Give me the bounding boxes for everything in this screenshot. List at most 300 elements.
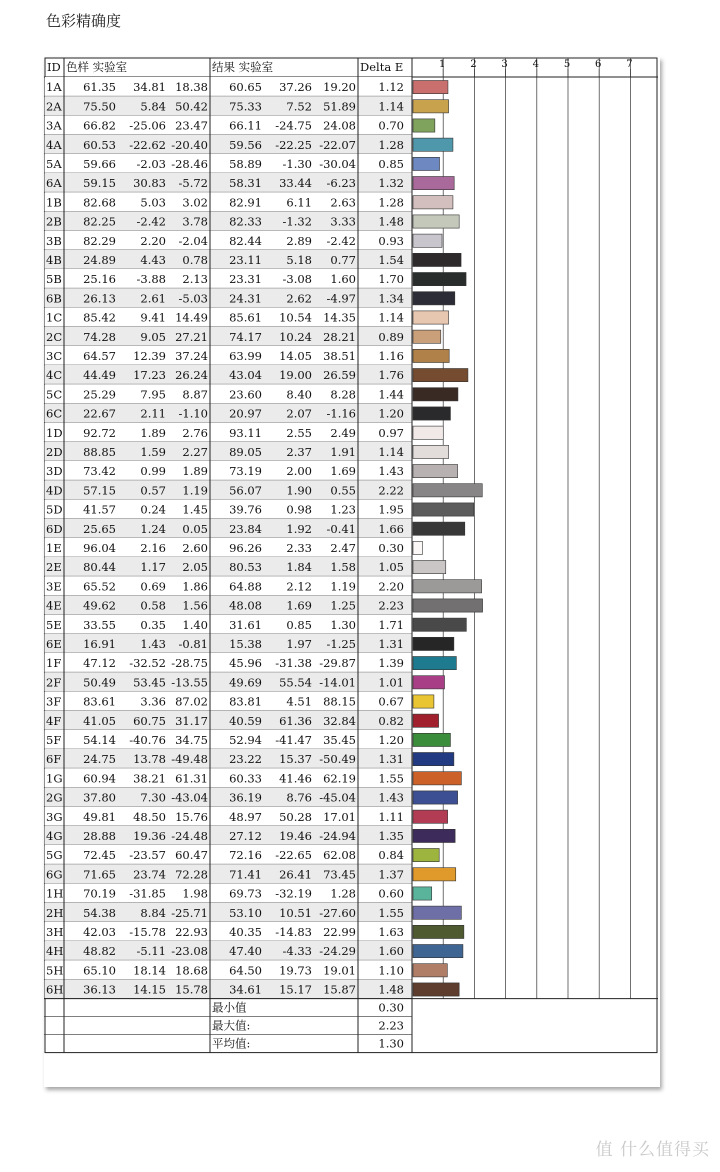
delta-e-value: 1.55	[378, 905, 404, 920]
sample-lab-value: 73.42	[83, 464, 116, 479]
result-lab-value: 23.11	[229, 253, 262, 267]
result-lab-value: 22.99	[323, 925, 356, 939]
sample-lab-value: 33.55	[83, 617, 116, 632]
delta-e-value: 1.55	[378, 771, 404, 786]
result-lab-value: 1.69	[286, 598, 312, 613]
delta-e-value: 1.14	[378, 445, 404, 459]
sample-lab-value: 74.28	[83, 329, 116, 344]
delta-e-value: 1.44	[378, 387, 404, 402]
sample-lab-value: 2.20	[140, 233, 166, 248]
sample-lab-value: 13.78	[133, 752, 166, 767]
result-lab-value: 75.33	[229, 99, 262, 114]
row-id: 2B	[46, 214, 62, 229]
delta-e-bar	[413, 81, 448, 94]
sample-lab-value: 37.24	[175, 349, 208, 363]
sample-lab-value: 64.57	[83, 349, 116, 363]
result-lab-value: 1.25	[330, 598, 356, 613]
sample-lab-value: 19.36	[133, 829, 166, 843]
result-lab-value: 64.88	[229, 579, 262, 594]
sample-lab-value: 82.68	[83, 195, 116, 210]
sample-lab-value: 65.52	[83, 579, 116, 594]
result-lab-value: 1.23	[330, 502, 356, 517]
sample-lab-value: 8.87	[182, 387, 208, 402]
result-lab-value: 4.51	[286, 694, 312, 709]
result-lab-value: 60.65	[229, 80, 262, 95]
sample-lab-value: -49.48	[171, 752, 208, 767]
delta-e-value: 1.54	[378, 253, 404, 267]
sample-lab-value: 92.72	[83, 425, 116, 440]
delta-e-value: 1.76	[378, 368, 404, 383]
row-id: 3H	[46, 925, 64, 939]
delta-e-value: 1.20	[378, 733, 404, 747]
row-id: 6E	[46, 637, 62, 651]
result-lab-value: 23.84	[229, 521, 262, 536]
result-lab-value: 6.11	[286, 195, 312, 210]
sample-lab-value: 16.91	[83, 637, 116, 651]
sample-lab-value: 60.53	[83, 137, 116, 152]
sample-lab-value: 14.49	[175, 310, 208, 325]
result-lab-value: 1.19	[330, 579, 356, 594]
result-lab-value: -27.60	[319, 905, 356, 920]
sample-lab-value: 71.65	[83, 867, 116, 882]
result-lab-value: 0.77	[330, 253, 356, 267]
sample-lab-value: -20.40	[171, 137, 208, 152]
delta-e-bar	[413, 292, 455, 305]
delta-e-bar	[413, 273, 466, 286]
result-lab-value: 60.33	[229, 771, 262, 786]
result-lab-value: 74.17	[229, 329, 262, 344]
result-lab-value: 15.17	[279, 982, 312, 997]
delta-e-bar	[413, 407, 450, 420]
result-lab-value: 8.28	[330, 387, 356, 402]
delta-e-value: 0.85	[378, 157, 404, 171]
row-id: 6D	[46, 521, 63, 536]
sample-lab-value: 5.84	[140, 99, 166, 114]
sample-lab-value: 1.43	[140, 637, 166, 651]
sample-lab-value: 1.17	[140, 560, 166, 575]
result-lab-value: 26.41	[279, 867, 312, 882]
sample-lab-value: 0.24	[140, 502, 166, 517]
result-lab-value: 2.49	[330, 425, 356, 440]
axis-tick-label: 7	[626, 59, 633, 70]
result-lab-value: 19.46	[279, 829, 312, 843]
delta-e-value: 1.48	[378, 982, 404, 997]
sample-lab-value: 7.95	[140, 387, 166, 402]
sample-lab-value: -23.57	[129, 848, 166, 863]
result-lab-value: 40.35	[229, 925, 262, 939]
result-lab-value: 1.58	[330, 560, 356, 575]
sample-lab-value: 23.74	[133, 867, 166, 882]
delta-e-value: 2.23	[378, 598, 404, 613]
result-lab-value: 62.19	[323, 771, 356, 786]
sample-lab-value: -13.55	[171, 675, 208, 690]
sample-lab-value: 0.58	[140, 598, 166, 613]
row-id: 3F	[46, 694, 62, 709]
delta-e-bar	[413, 465, 458, 478]
row-id: 3A	[46, 118, 62, 133]
delta-e-value: 1.32	[378, 176, 404, 191]
result-lab-value: 2.12	[286, 579, 312, 594]
sample-lab-value: 25.16	[83, 272, 116, 287]
row-id: 6H	[46, 982, 64, 997]
sample-lab-value: 3.78	[182, 214, 208, 229]
result-lab-value: -2.42	[326, 233, 356, 248]
result-lab-value: -1.16	[326, 406, 356, 421]
result-lab-value: 63.99	[229, 349, 262, 363]
delta-e-value: 1.01	[378, 675, 404, 690]
sample-lab-value: -28.75	[171, 656, 208, 671]
result-lab-value: 0.55	[330, 483, 356, 498]
result-lab-value: 2.33	[286, 541, 312, 555]
sample-lab-value: 23.47	[175, 118, 208, 133]
row-id: 1H	[46, 886, 64, 901]
result-lab-value: -41.47	[275, 733, 312, 747]
result-lab-value: -50.49	[319, 752, 356, 767]
delta-e-value: 0.67	[378, 694, 404, 709]
sample-lab-value: 1.24	[140, 521, 166, 536]
result-lab-value: -1.25	[326, 637, 356, 651]
sample-lab-value: 59.15	[83, 176, 116, 191]
sample-lab-value: 37.80	[83, 790, 116, 805]
result-lab-value: 62.08	[323, 848, 356, 863]
result-lab-value: -24.29	[319, 944, 356, 959]
delta-e-bar	[413, 829, 455, 842]
result-lab-value: 19.73	[279, 963, 312, 978]
row-id: 4E	[46, 598, 62, 613]
result-lab-value: -22.65	[275, 848, 312, 863]
row-id: 5H	[46, 963, 64, 978]
summary-label: 最小值	[212, 1000, 247, 1015]
axis-tick-label: 1	[439, 59, 446, 70]
result-lab-value: 64.50	[229, 963, 262, 978]
sample-lab-value: 3.36	[140, 694, 166, 709]
sample-lab-value: 25.65	[83, 521, 116, 536]
result-lab-value: 71.41	[229, 867, 262, 882]
delta-e-bar	[413, 311, 449, 324]
row-id: 4H	[46, 944, 64, 959]
sample-lab-value: 2.16	[140, 541, 166, 555]
sample-lab-value: 31.17	[175, 713, 208, 728]
sample-lab-value: -23.08	[171, 944, 208, 959]
result-lab-value: 32.84	[323, 713, 356, 728]
page-title: 色彩精确度	[46, 12, 122, 30]
sample-lab-value: -32.52	[129, 656, 166, 671]
delta-e-bar	[413, 484, 482, 497]
row-id: 2G	[46, 790, 63, 805]
delta-e-value: 0.89	[378, 329, 404, 344]
result-lab-value: 93.11	[229, 425, 262, 440]
sample-lab-value: 7.30	[140, 790, 166, 805]
delta-e-value: 1.31	[378, 637, 404, 651]
delta-e-bar	[413, 157, 440, 170]
result-lab-value: 15.38	[229, 637, 262, 651]
delta-e-value: 1.95	[378, 502, 404, 517]
delta-e-value: 1.66	[378, 521, 404, 536]
delta-e-value: 1.63	[378, 925, 404, 939]
result-lab-value: 31.61	[229, 617, 262, 632]
delta-e-value: 1.34	[378, 291, 404, 306]
delta-e-chart	[44, 57, 660, 1087]
result-lab-value: 48.08	[229, 598, 262, 613]
row-id: 2F	[46, 675, 62, 690]
sample-lab-value: 48.82	[83, 944, 116, 959]
result-lab-value: 38.51	[323, 349, 356, 363]
result-lab-value: 53.10	[229, 905, 262, 920]
result-lab-value: 82.44	[229, 233, 262, 248]
delta-e-value: 1.10	[378, 963, 404, 978]
result-lab-value: 1.84	[286, 560, 312, 575]
result-lab-value: 8.76	[286, 790, 312, 805]
result-lab-value: 19.20	[323, 80, 356, 95]
delta-e-bar	[413, 906, 461, 919]
result-lab-value: 56.07	[229, 483, 262, 498]
sample-lab-value: 44.49	[83, 368, 116, 383]
sample-lab-value: 1.56	[182, 598, 208, 613]
sample-lab-value: 41.57	[83, 502, 116, 517]
result-lab-value: 24.31	[229, 291, 262, 306]
result-lab-value: 45.96	[229, 656, 262, 671]
result-lab-value: 61.36	[279, 713, 312, 728]
row-id: 4A	[46, 137, 62, 152]
result-lab-value: 33.44	[279, 176, 312, 191]
sample-lab-value: 65.10	[83, 963, 116, 978]
sample-lab-value: -2.42	[136, 214, 166, 229]
sample-lab-value: 50.49	[83, 675, 116, 690]
row-id: 1A	[46, 80, 62, 95]
result-lab-value: 10.24	[279, 329, 312, 344]
delta-e-bar	[413, 541, 422, 554]
header-sample-lab: 色样 实验室	[66, 60, 128, 74]
result-lab-value: 89.05	[229, 445, 262, 459]
sample-lab-value: 12.39	[133, 349, 166, 363]
row-id: 4D	[46, 483, 63, 498]
row-id: 5B	[46, 272, 62, 287]
result-lab-value: 58.89	[229, 157, 262, 171]
sample-lab-value: -3.88	[136, 272, 166, 287]
row-id: 2D	[46, 445, 63, 459]
sample-lab-value: 1.45	[182, 502, 208, 517]
delta-e-bar	[413, 580, 482, 593]
result-lab-value: 73.45	[323, 867, 356, 882]
delta-e-bar	[413, 196, 453, 209]
sample-lab-value: 87.02	[175, 694, 208, 709]
row-id: 3E	[46, 579, 62, 594]
delta-e-value: 1.43	[378, 790, 404, 805]
result-lab-value: 1.91	[330, 445, 356, 459]
delta-e-value: 1.71	[378, 617, 404, 632]
delta-e-bar	[413, 964, 447, 977]
sample-lab-value: 30.83	[133, 176, 166, 191]
result-lab-value: 0.98	[286, 502, 312, 517]
sample-lab-value: 18.38	[175, 80, 208, 95]
result-lab-value: 0.85	[286, 617, 312, 632]
row-id: 1F	[46, 656, 62, 671]
row-id: 6B	[46, 291, 62, 306]
row-id: 5C	[46, 387, 63, 402]
sample-lab-value: 3.02	[182, 195, 208, 210]
row-id: 2E	[46, 560, 62, 575]
sample-lab-value: 1.59	[140, 445, 166, 459]
result-lab-value: 19.00	[279, 368, 312, 383]
delta-e-bar	[413, 925, 464, 938]
sample-lab-value: 8.84	[140, 905, 166, 920]
sample-lab-value: 83.61	[83, 694, 116, 709]
delta-e-bar	[413, 234, 442, 247]
color-accuracy-table	[44, 57, 660, 1087]
sample-lab-value: 61.35	[83, 80, 116, 95]
result-lab-value: 85.61	[229, 310, 262, 325]
sample-lab-value: 41.05	[83, 713, 116, 728]
sample-lab-value: 2.05	[182, 560, 208, 575]
sample-lab-value: 61.31	[175, 771, 208, 786]
sample-lab-value: 34.81	[133, 80, 166, 95]
result-lab-value: 1.30	[330, 617, 356, 632]
result-lab-value: 27.12	[229, 829, 262, 843]
delta-e-value: 0.30	[378, 541, 404, 555]
delta-e-bar	[413, 714, 439, 727]
result-lab-value: -1.30	[282, 157, 312, 171]
delta-e-bar	[413, 618, 466, 631]
delta-e-bar	[413, 119, 435, 132]
sample-lab-value: 34.75	[175, 733, 208, 747]
delta-e-value: 1.60	[378, 944, 404, 959]
sample-lab-value: 60.94	[83, 771, 116, 786]
summary-value: 2.23	[378, 1018, 404, 1033]
sample-lab-value: -5.03	[178, 291, 208, 306]
delta-e-value: 1.28	[378, 195, 404, 210]
sample-lab-value: 24.89	[83, 253, 116, 267]
result-lab-value: 5.18	[286, 253, 312, 267]
sample-lab-value: -25.71	[171, 905, 208, 920]
result-lab-value: 15.87	[323, 982, 356, 997]
sample-lab-value: 60.75	[133, 713, 166, 728]
sample-lab-value: 22.93	[175, 925, 208, 939]
result-lab-value: 48.97	[229, 809, 262, 824]
result-lab-value: -0.41	[326, 521, 356, 536]
result-lab-value: 2.55	[286, 425, 312, 440]
sample-lab-value: 60.47	[175, 848, 208, 863]
delta-e-bar	[413, 753, 454, 766]
result-lab-value: 23.22	[229, 752, 262, 767]
row-id: 2A	[46, 99, 62, 114]
row-id: 2H	[46, 905, 64, 920]
sample-lab-value: 2.27	[182, 445, 208, 459]
sample-lab-value: 53.45	[133, 675, 166, 690]
delta-e-value: 1.70	[378, 272, 404, 287]
sample-lab-value: 49.62	[83, 598, 116, 613]
result-lab-value: 8.40	[286, 387, 312, 402]
result-lab-value: 69.73	[229, 886, 262, 901]
result-lab-value: -31.38	[275, 656, 312, 671]
delta-e-value: 0.82	[378, 713, 404, 728]
sample-lab-value: 54.14	[83, 733, 116, 747]
row-id: 5D	[46, 502, 63, 517]
delta-e-bar	[413, 868, 456, 881]
delta-e-bar	[413, 695, 434, 708]
sample-lab-value: 18.14	[133, 963, 166, 978]
sample-lab-value: 0.78	[182, 253, 208, 267]
sample-lab-value: 70.19	[83, 886, 116, 901]
delta-e-bar	[413, 599, 483, 612]
row-id: 1C	[46, 310, 63, 325]
result-lab-value: 23.60	[229, 387, 262, 402]
row-id: 3D	[46, 464, 63, 479]
sample-lab-value: -0.81	[178, 637, 208, 651]
delta-e-bar	[413, 445, 449, 458]
result-lab-value: 17.01	[323, 809, 356, 824]
result-lab-value: 23.31	[229, 272, 262, 287]
result-lab-value: 3.33	[330, 214, 356, 229]
result-lab-value: 88.15	[323, 694, 356, 709]
delta-e-bar	[413, 253, 461, 266]
delta-e-bar	[413, 810, 448, 823]
result-lab-value: -24.94	[319, 829, 356, 843]
delta-e-value: 0.60	[378, 886, 404, 901]
result-lab-value: 73.19	[229, 464, 262, 479]
result-lab-value: -1.32	[282, 214, 312, 229]
delta-e-value: 1.39	[378, 656, 404, 671]
sample-lab-value: 66.82	[83, 118, 116, 133]
result-lab-value: 82.91	[229, 195, 262, 210]
sample-lab-value: -40.76	[129, 733, 166, 747]
sample-lab-value: 48.50	[133, 809, 166, 824]
sample-lab-value: 85.42	[83, 310, 116, 325]
sample-lab-value: 1.89	[140, 425, 166, 440]
result-lab-value: 41.46	[279, 771, 312, 786]
delta-e-bar	[413, 215, 459, 228]
result-lab-value: 83.81	[229, 694, 262, 709]
row-id: 2C	[46, 329, 63, 344]
delta-e-bar	[413, 426, 443, 439]
row-id: 6A	[46, 176, 62, 191]
sample-lab-value: 47.12	[83, 656, 116, 671]
sample-lab-value: 28.88	[83, 829, 116, 843]
sample-lab-value: 1.86	[182, 579, 208, 594]
sample-lab-value: -24.48	[171, 829, 208, 843]
result-lab-value: 1.92	[286, 521, 312, 536]
result-lab-value: 24.08	[323, 118, 356, 133]
sample-lab-value: 1.40	[182, 617, 208, 632]
delta-e-bar	[413, 388, 458, 401]
result-lab-value: -14.01	[319, 675, 356, 690]
result-lab-value: 72.16	[229, 848, 262, 863]
row-id: 4C	[46, 368, 63, 383]
sample-lab-value: 42.03	[83, 925, 116, 939]
delta-e-value: 1.11	[378, 809, 404, 824]
sample-lab-value: -28.46	[171, 157, 208, 171]
row-id: 4B	[46, 253, 62, 267]
sample-lab-value: -43.04	[171, 790, 208, 805]
delta-e-bar	[413, 369, 468, 382]
sample-lab-value: 22.67	[83, 406, 116, 421]
row-id: 6C	[46, 406, 63, 421]
row-id: 3C	[46, 349, 63, 363]
delta-e-value: 0.84	[378, 848, 404, 863]
result-lab-value: 2.07	[286, 406, 312, 421]
delta-e-value: 1.48	[378, 214, 404, 229]
result-lab-value: 59.56	[229, 137, 262, 152]
sample-lab-value: 1.89	[182, 464, 208, 479]
result-lab-value: 43.04	[229, 368, 262, 383]
row-id: 1B	[46, 195, 62, 210]
delta-e-value: 1.20	[378, 406, 404, 421]
sample-lab-value: 0.05	[182, 521, 208, 536]
delta-e-value: 0.70	[378, 118, 404, 133]
result-lab-value: 2.63	[330, 195, 356, 210]
sample-lab-value: -2.04	[178, 233, 208, 248]
result-lab-value: -3.08	[282, 272, 312, 287]
delta-e-bar	[413, 177, 454, 190]
